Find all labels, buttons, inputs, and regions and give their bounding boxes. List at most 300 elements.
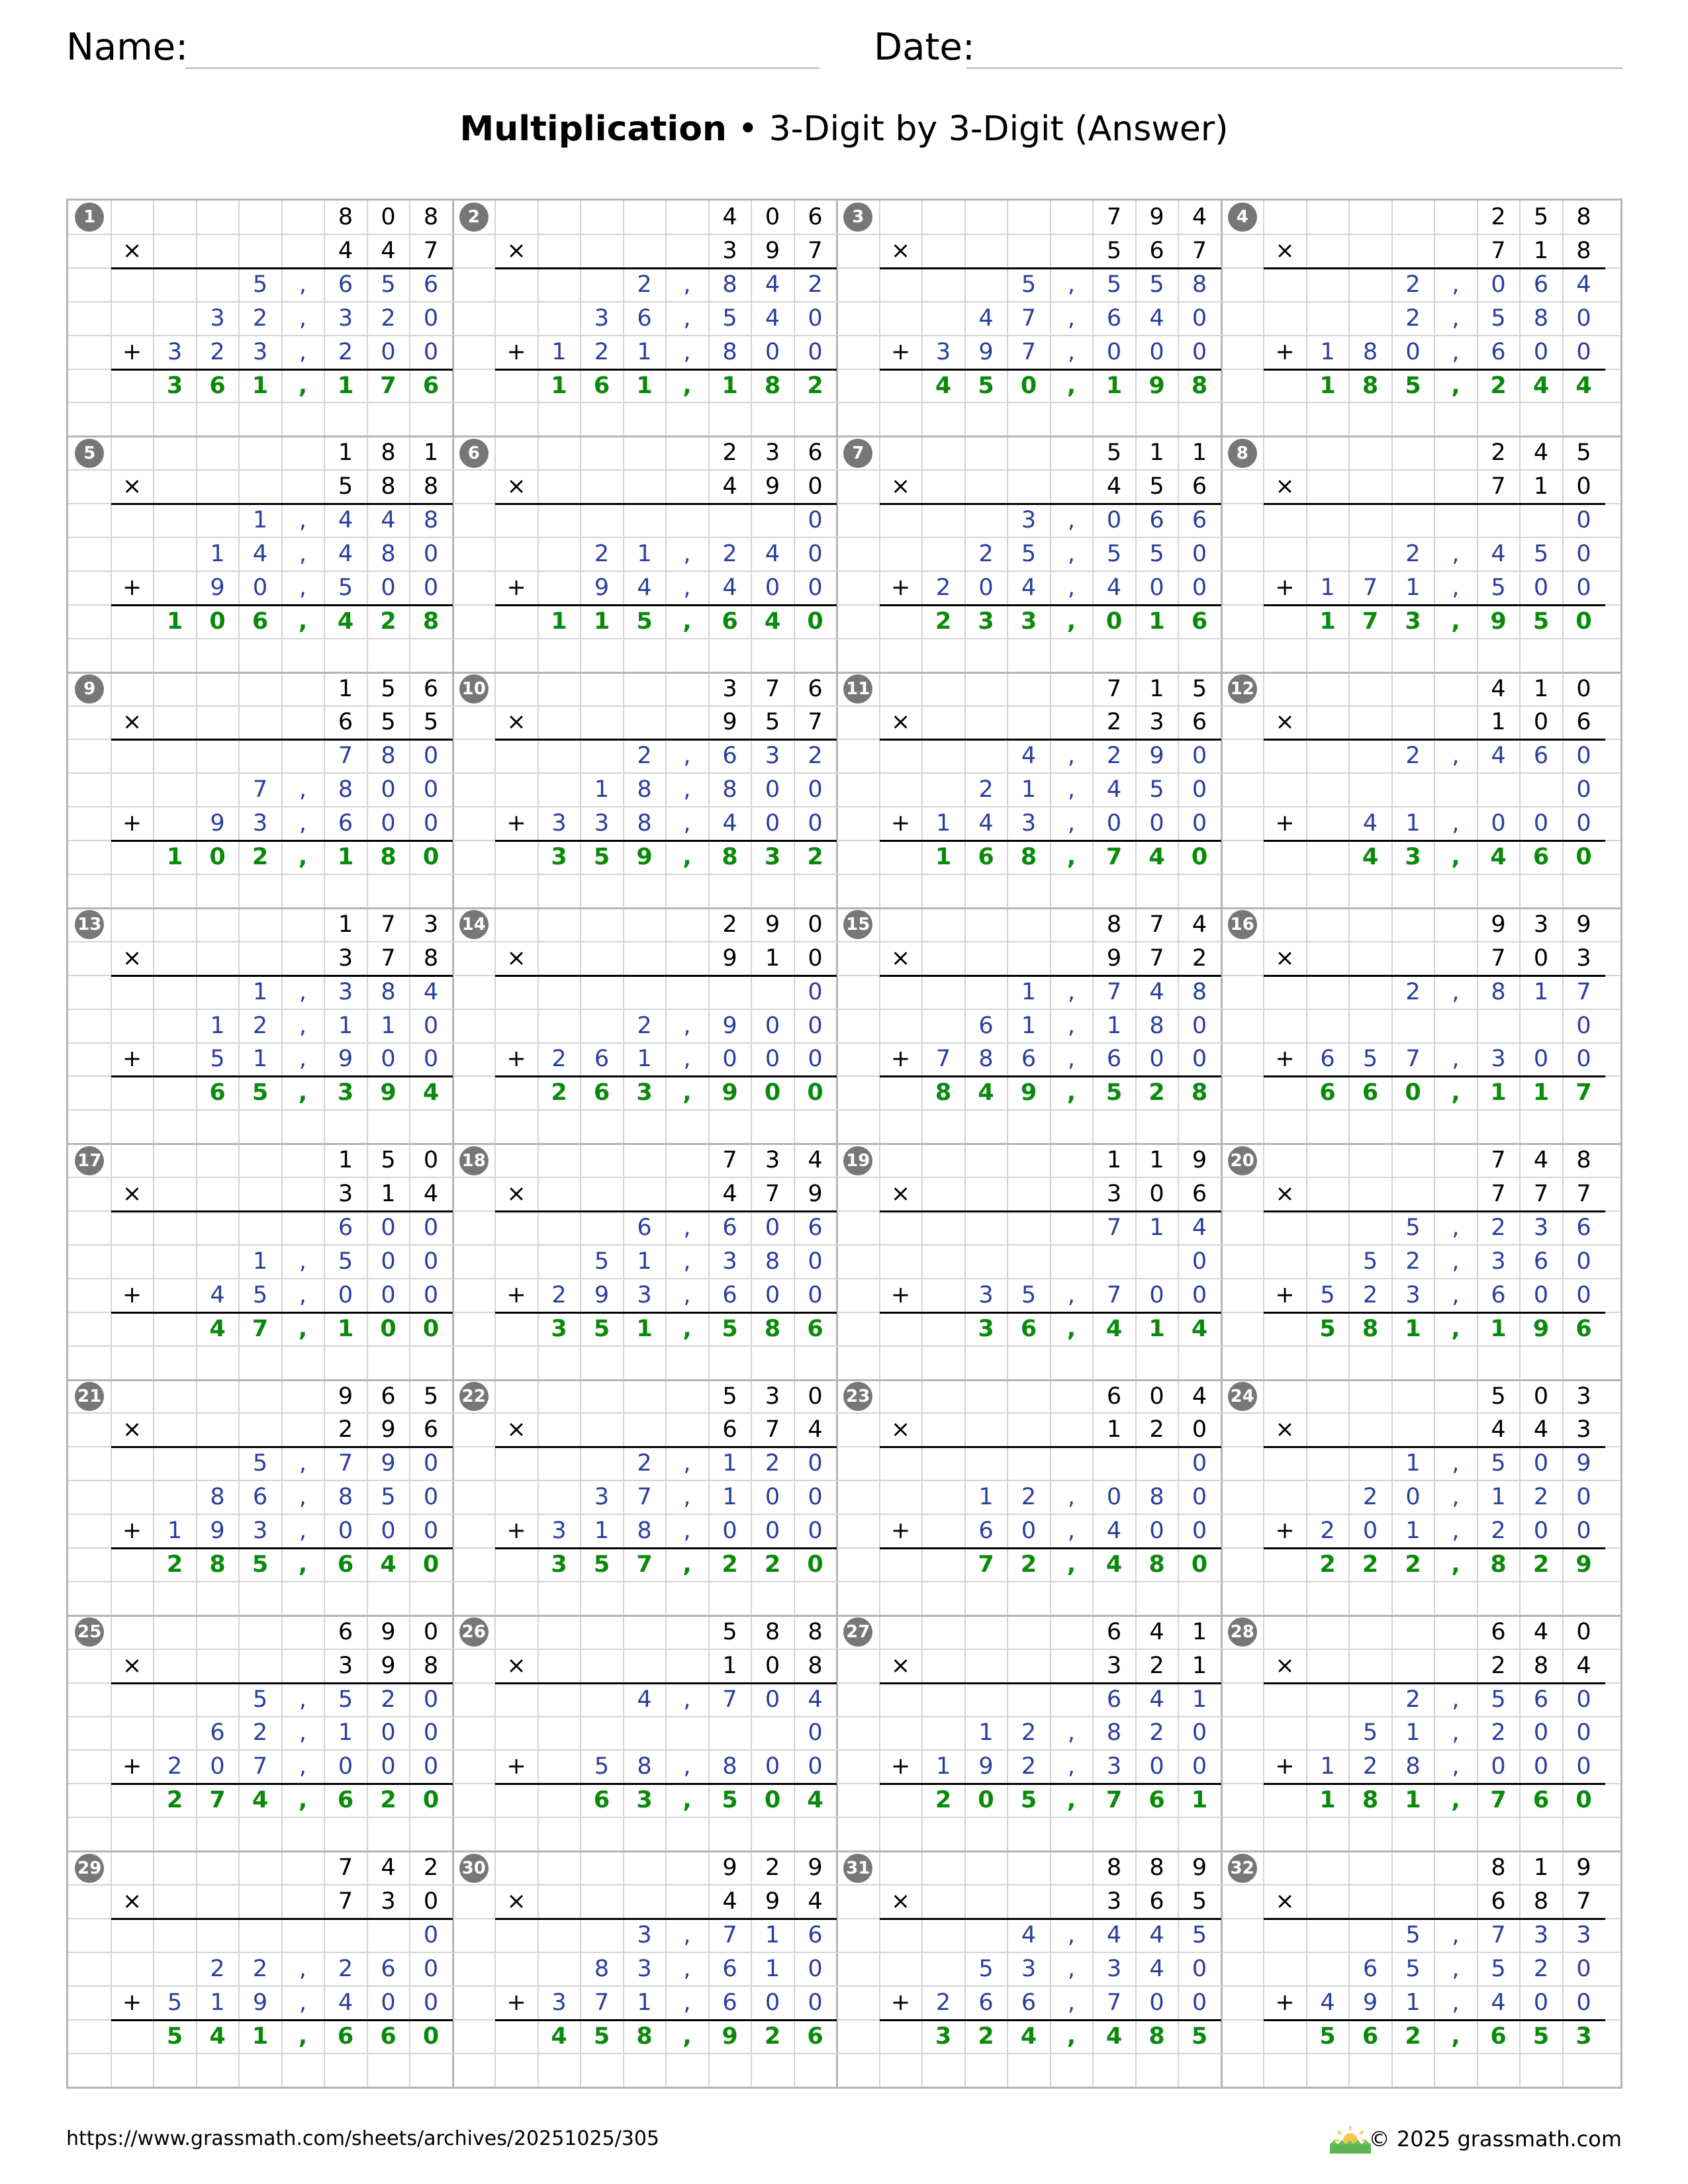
digit-cell: 0 — [808, 1383, 823, 1410]
digit-cell: 3 — [935, 2023, 952, 2050]
digit-cell: 2 — [1491, 439, 1506, 467]
plus-sign: + — [1275, 810, 1295, 837]
digit-cell: 6 — [1191, 608, 1208, 635]
problem-number-badge: 14 — [459, 910, 489, 939]
digit-cell: 8 — [1362, 1787, 1379, 1814]
digit-cell: 8 — [808, 1652, 823, 1679]
problem-number-badge: 29 — [75, 1854, 104, 1883]
plus-sign: + — [122, 1281, 142, 1308]
digit-cell: 3 — [423, 911, 439, 938]
digit-separator: , — [1452, 810, 1460, 837]
digit-cell: 7 — [765, 1416, 780, 1443]
digit-cell: 0 — [1192, 743, 1207, 770]
multiply-sign: × — [1275, 1888, 1295, 1915]
problem-number-badge: 16 — [1228, 910, 1257, 939]
plus-sign: + — [506, 1281, 526, 1308]
digit-cell: 1 — [1405, 1787, 1421, 1814]
digit-separator: , — [1066, 2023, 1076, 2050]
digit-cell: 8 — [1191, 1079, 1208, 1107]
digit-cell: 9 — [765, 237, 780, 264]
multiply-sign: × — [1275, 473, 1295, 500]
plus-sign: + — [122, 338, 142, 365]
sum-rule-line — [1264, 1547, 1605, 1549]
digit-separator: , — [298, 2023, 308, 2050]
digit-cell: 0 — [1576, 1618, 1591, 1645]
digit-cell: 1 — [1491, 709, 1506, 736]
digit-cell: 3 — [252, 338, 268, 365]
digit-cell: 0 — [381, 776, 396, 803]
digit-cell: 9 — [978, 1753, 994, 1780]
plus-sign: + — [1275, 1281, 1295, 1308]
digit-cell: 8 — [1020, 844, 1037, 871]
multiply-sign: × — [122, 944, 142, 972]
problem-7 — [837, 436, 1221, 672]
digit-separator: , — [1067, 1518, 1076, 1545]
digit-cell: 4 — [722, 1181, 737, 1208]
digit-separator: , — [1067, 1921, 1076, 1948]
digit-separator: , — [683, 1753, 691, 1780]
digit-cell: 9 — [1192, 1854, 1207, 1882]
digit-separator: , — [683, 743, 691, 770]
problem-27 — [837, 1615, 1221, 1851]
digit-cell: 8 — [764, 1315, 781, 1342]
digit-cell: 0 — [1149, 1753, 1164, 1780]
digit-cell: 3 — [252, 1518, 268, 1545]
digit-cell: 1 — [1533, 473, 1549, 500]
problem-13 — [68, 908, 453, 1144]
plus-sign: + — [1275, 574, 1295, 601]
digit-cell: 1 — [722, 372, 738, 399]
digit-separator: , — [683, 304, 691, 332]
product-rule-line — [495, 1210, 837, 1212]
digit-cell: 4 — [1021, 574, 1037, 601]
digit-separator: , — [1452, 1753, 1460, 1780]
digit-cell: 0 — [1576, 1719, 1591, 1747]
digit-separator: , — [299, 1989, 307, 2016]
problem-number-badge: 1 — [75, 203, 104, 232]
digit-cell: 5 — [338, 473, 353, 500]
digit-cell: 3 — [1405, 844, 1421, 871]
digit-cell: 0 — [381, 1248, 396, 1275]
digit-cell: 6 — [337, 2023, 354, 2050]
digit-cell: 3 — [722, 1248, 737, 1275]
sum-rule-line — [495, 1075, 837, 1077]
digit-cell: 5 — [1491, 1955, 1506, 1982]
digit-cell: 9 — [338, 1383, 353, 1410]
digit-cell: 0 — [1106, 1484, 1122, 1511]
digit-cell: 2 — [252, 1955, 268, 1982]
digit-cell: 1 — [252, 1248, 268, 1275]
digit-cell: 7 — [1533, 1181, 1549, 1208]
digit-cell: 4 — [1191, 1315, 1208, 1342]
digit-cell: 0 — [338, 1281, 353, 1308]
digit-cell: 7 — [338, 743, 353, 770]
digit-separator: , — [683, 1046, 691, 1073]
digit-cell: 1 — [1149, 1147, 1164, 1174]
digit-cell: 7 — [1491, 944, 1506, 972]
digit-cell: 0 — [1106, 507, 1122, 534]
digit-separator: , — [1066, 1551, 1076, 1578]
digit-cell: 8 — [1149, 2023, 1165, 2050]
digit-cell: 2 — [338, 1416, 353, 1443]
digit-cell: 1 — [423, 439, 439, 467]
footer-url[interactable]: https://www.grassmath.com/sheets/archives/20251025/305 — [66, 2127, 660, 2150]
digit-cell: 2 — [1021, 1719, 1037, 1747]
digit-cell: 6 — [978, 1989, 994, 2016]
digit-cell: 8 — [1149, 1012, 1164, 1039]
digit-cell: 5 — [1405, 1921, 1421, 1948]
digit-cell: 1 — [1319, 372, 1336, 399]
digit-cell: 9 — [210, 1518, 225, 1545]
digit-cell: 7 — [252, 1753, 268, 1780]
plus-sign: + — [890, 1753, 911, 1780]
digit-cell: 8 — [381, 743, 396, 770]
digit-cell: 0 — [1576, 1248, 1591, 1275]
digit-cell: 0 — [722, 1046, 737, 1073]
digit-cell: 0 — [1576, 1753, 1591, 1780]
digit-cell: 8 — [423, 1652, 439, 1679]
digit-separator: , — [1067, 1955, 1076, 1982]
digit-cell: 1 — [1021, 978, 1037, 1005]
digit-cell: 0 — [765, 1652, 780, 1679]
digit-cell: 5 — [1020, 1787, 1037, 1814]
multiply-sign: × — [122, 473, 142, 500]
digit-cell: 6 — [637, 1214, 652, 1241]
multiply-sign: × — [506, 1181, 526, 1208]
digit-separator: , — [299, 1753, 307, 1780]
product-rule-line — [880, 1210, 1221, 1212]
digit-cell: 9 — [1576, 911, 1591, 938]
digit-cell: 0 — [381, 1989, 396, 2016]
digit-cell: 7 — [1192, 237, 1207, 264]
digit-cell: 0 — [808, 338, 823, 365]
digit-cell: 2 — [210, 1955, 225, 1982]
digit-cell: 7 — [1490, 1787, 1507, 1814]
digit-cell: 8 — [1533, 304, 1549, 332]
product-rule-line — [880, 503, 1221, 505]
digit-cell: 0 — [423, 1989, 439, 2016]
digit-cell: 2 — [1405, 1686, 1421, 1713]
digit-cell: 4 — [1105, 1551, 1123, 1578]
digit-cell: 6 — [978, 1012, 994, 1039]
digit-cell: 1 — [338, 439, 353, 467]
digit-cell: 8 — [1490, 1551, 1507, 1578]
digit-cell: 0 — [765, 1012, 780, 1039]
digit-cell: 6 — [593, 372, 610, 399]
date-field[interactable] — [966, 68, 1622, 69]
digit-cell: 2 — [252, 1012, 268, 1039]
digit-cell: 5 — [1106, 237, 1122, 264]
digit-cell: 5 — [1576, 439, 1591, 467]
problem-number-badge: 28 — [1228, 1617, 1257, 1647]
digit-cell: 1 — [166, 844, 183, 871]
digit-cell: 0 — [1576, 1281, 1591, 1308]
digit-cell: 8 — [338, 776, 353, 803]
digit-cell: 8 — [1362, 1315, 1379, 1342]
problem-number-badge: 4 — [1228, 203, 1257, 232]
digit-cell: 9 — [765, 1888, 780, 1915]
digit-cell: 6 — [1532, 1787, 1550, 1814]
digit-cell: 9 — [594, 574, 610, 601]
digit-cell: 1 — [338, 675, 353, 702]
digit-cell: 0 — [808, 473, 823, 500]
digit-cell: 3 — [594, 810, 610, 837]
product-rule-line — [880, 1918, 1221, 1920]
digit-cell: 4 — [1491, 540, 1506, 567]
product-rule-line — [495, 267, 837, 269]
digit-cell: 5 — [1532, 608, 1550, 635]
digit-cell: 5 — [1532, 2023, 1550, 2050]
digit-cell: 4 — [1192, 1383, 1207, 1410]
problem-26 — [453, 1615, 837, 1851]
digit-cell: 6 — [722, 1214, 737, 1241]
digit-cell: 1 — [551, 372, 567, 399]
problem-number-badge: 32 — [1228, 1854, 1257, 1883]
digit-cell: 4 — [252, 1787, 269, 1814]
problem-number-badge: 10 — [459, 674, 489, 704]
digit-cell: 6 — [978, 1518, 994, 1545]
digit-cell: 7 — [1106, 1214, 1122, 1241]
plus-sign: + — [122, 1753, 142, 1780]
digit-cell: 9 — [381, 1416, 396, 1443]
digit-cell: 9 — [765, 473, 780, 500]
digit-cell: 7 — [594, 1989, 610, 2016]
digit-cell: 7 — [808, 709, 823, 736]
digit-cell: 7 — [1106, 978, 1122, 1005]
problem-12 — [1221, 672, 1606, 908]
digit-cell: 5 — [423, 709, 439, 736]
digit-separator: , — [298, 1315, 308, 1342]
digit-cell: 3 — [1106, 1652, 1122, 1679]
digit-cell: 2 — [1149, 1416, 1164, 1443]
digit-cell: 7 — [722, 1147, 737, 1174]
digit-cell: 6 — [807, 1315, 823, 1342]
digit-cell: 3 — [1575, 2023, 1592, 2050]
digit-cell: 0 — [423, 1719, 439, 1747]
plus-sign: + — [890, 338, 911, 365]
sum-rule-line — [1264, 604, 1605, 606]
digit-cell: 0 — [1020, 372, 1037, 399]
multiply-sign: × — [890, 944, 911, 972]
plus-sign: + — [890, 1989, 911, 2016]
problem-number-badge: 23 — [843, 1382, 872, 1411]
digit-cell: 3 — [1021, 1955, 1037, 1982]
digit-cell: 9 — [1149, 743, 1164, 770]
digit-cell: 4 — [1106, 1921, 1122, 1948]
digit-cell: 3 — [551, 1315, 567, 1342]
digit-cell: 3 — [978, 608, 994, 635]
digit-separator: , — [298, 372, 308, 399]
digit-cell: 4 — [1533, 439, 1549, 467]
digit-cell: 9 — [1576, 1450, 1591, 1477]
digit-cell: 2 — [1491, 1652, 1506, 1679]
digit-cell: 2 — [935, 574, 951, 601]
digit-cell: 8 — [338, 204, 353, 230]
digit-separator: , — [1451, 608, 1460, 635]
digit-separator: , — [1067, 574, 1076, 601]
digit-cell: 6 — [722, 1955, 737, 1982]
page-title — [0, 106, 1688, 152]
digit-cell: 8 — [1533, 1652, 1549, 1679]
digit-cell: 2 — [1319, 1551, 1336, 1578]
digit-cell: 9 — [210, 810, 225, 837]
digit-separator: , — [1452, 1484, 1460, 1511]
digit-cell: 2 — [1192, 944, 1207, 972]
digit-cell: 5 — [1192, 1921, 1207, 1948]
digit-separator: , — [682, 372, 692, 399]
multiply-sign: × — [1275, 944, 1295, 972]
product-rule-line — [495, 1918, 837, 1920]
sum-rule-line — [1264, 1783, 1605, 1785]
digit-cell: 0 — [807, 1551, 823, 1578]
problem-number-badge: 7 — [843, 439, 872, 468]
sum-rule-line — [880, 1312, 1221, 1314]
digit-cell: 1 — [1320, 1753, 1335, 1780]
digit-cell: 5 — [1319, 1315, 1336, 1342]
digit-cell: 0 — [1576, 1518, 1591, 1545]
digit-cell: 3 — [338, 304, 353, 332]
digit-separator: , — [682, 844, 692, 871]
problem-number-badge: 26 — [459, 1617, 489, 1647]
digit-cell: 1 — [593, 608, 610, 635]
digit-cell: 0 — [1192, 1281, 1207, 1308]
digit-cell: 0 — [423, 1281, 439, 1308]
digit-cell: 7 — [1149, 944, 1164, 972]
product-rule-line — [495, 503, 837, 505]
digit-separator: , — [1067, 1281, 1076, 1308]
digit-cell: 0 — [765, 1214, 780, 1241]
digit-separator: , — [299, 1012, 307, 1039]
problem-28 — [1221, 1615, 1606, 1851]
digit-cell: 1 — [722, 1450, 737, 1477]
product-rule-line — [880, 739, 1221, 741]
product-rule-line — [111, 503, 453, 505]
digit-cell: 0 — [808, 911, 823, 938]
digit-separator: , — [1067, 1012, 1076, 1039]
digit-cell: 9 — [338, 1046, 353, 1073]
digit-cell: 1 — [381, 1012, 396, 1039]
digit-cell: 8 — [423, 473, 439, 500]
digit-cell: 3 — [1405, 1281, 1421, 1308]
digit-cell: 7 — [765, 1181, 780, 1208]
digit-cell: 6 — [380, 2023, 397, 2050]
digit-cell: 0 — [381, 1214, 396, 1241]
digit-cell: 1 — [978, 1719, 994, 1747]
digit-cell: 0 — [422, 1315, 440, 1342]
digit-cell: 5 — [722, 304, 737, 332]
digit-separator: , — [1452, 1921, 1460, 1948]
sum-rule-line — [111, 1547, 453, 1549]
digit-cell: 8 — [209, 1551, 226, 1578]
digit-separator: , — [682, 1787, 692, 1814]
digit-cell: 5 — [1405, 372, 1421, 399]
digit-cell: 5 — [765, 709, 780, 736]
digit-cell: 0 — [808, 1989, 823, 2016]
digit-cell: 2 — [594, 540, 610, 567]
product-rule-line — [495, 1446, 837, 1448]
digit-cell: 7 — [1576, 1888, 1591, 1915]
name-field[interactable] — [185, 68, 820, 69]
digit-cell: 6 — [210, 1719, 225, 1747]
digit-cell: 0 — [808, 507, 823, 534]
digit-cell: 0 — [765, 1046, 780, 1073]
digit-cell: 9 — [594, 1281, 610, 1308]
digit-cell: 5 — [338, 574, 353, 601]
digit-cell: 9 — [381, 1652, 396, 1679]
digit-cell: 0 — [1576, 1989, 1591, 2016]
digit-cell: 0 — [338, 1753, 353, 1780]
digit-cell: 0 — [381, 1753, 396, 1780]
digit-cell: 1 — [1405, 1450, 1421, 1477]
digit-cell: 2 — [637, 1012, 652, 1039]
digit-cell: 8 — [210, 1484, 225, 1511]
problem-2 — [453, 201, 837, 436]
digit-cell: 7 — [722, 1686, 737, 1713]
digit-cell: 6 — [1106, 1686, 1122, 1713]
digit-cell: 1 — [765, 944, 780, 972]
digit-cell: 2 — [594, 338, 610, 365]
sum-rule-line — [495, 604, 837, 606]
plus-sign: + — [506, 338, 526, 365]
digit-cell: 6 — [1106, 1046, 1122, 1073]
digit-cell: 2 — [1405, 2023, 1421, 2050]
digit-cell: 4 — [1149, 1686, 1164, 1713]
digit-cell: 1 — [1191, 1787, 1208, 1814]
digit-cell: 6 — [1362, 2023, 1379, 2050]
digit-cell: 2 — [338, 338, 353, 365]
multiply-sign: × — [890, 237, 911, 264]
digit-cell: 2 — [935, 608, 952, 635]
digit-cell: 2 — [1491, 1214, 1506, 1241]
sum-rule-line — [111, 2019, 453, 2021]
digit-cell: 1 — [1105, 372, 1123, 399]
digit-separator: , — [299, 776, 307, 803]
digit-cell: 0 — [1192, 338, 1207, 365]
digit-separator: , — [1451, 1551, 1460, 1578]
digit-cell: 4 — [1490, 844, 1507, 871]
digit-cell: 7 — [722, 1921, 737, 1948]
digit-separator: , — [1067, 1753, 1076, 1780]
digit-cell: 1 — [1491, 1484, 1506, 1511]
digit-cell: 3 — [1021, 507, 1037, 534]
digit-cell: 5 — [1362, 1248, 1378, 1275]
digit-cell: 0 — [1576, 1012, 1591, 1039]
digit-cell: 9 — [808, 1181, 823, 1208]
digit-separator: , — [298, 608, 308, 635]
digit-cell: 4 — [1532, 372, 1550, 399]
digit-cell: 8 — [380, 844, 397, 871]
digit-cell: 0 — [422, 844, 440, 871]
problem-8 — [1221, 436, 1606, 672]
digit-cell: 8 — [1491, 1854, 1506, 1882]
digit-cell: 0 — [209, 844, 226, 871]
digit-cell: 4 — [637, 1686, 652, 1713]
digit-cell: 2 — [1405, 1551, 1421, 1578]
digit-cell: 0 — [210, 1753, 225, 1780]
digit-cell: 5 — [1021, 271, 1037, 298]
digit-cell: 0 — [423, 1147, 439, 1174]
digit-cell: 4 — [978, 304, 994, 332]
digit-cell: 7 — [1021, 304, 1037, 332]
sum-rule-line — [111, 369, 453, 371]
digit-cell: 2 — [978, 776, 994, 803]
digit-cell: 0 — [1192, 1753, 1207, 1780]
digit-cell: 0 — [1533, 1719, 1549, 1747]
digit-cell: 0 — [808, 1484, 823, 1511]
digit-separator: , — [299, 574, 307, 601]
digit-cell: 0 — [423, 1921, 439, 1948]
digit-cell: 3 — [636, 1787, 653, 1814]
